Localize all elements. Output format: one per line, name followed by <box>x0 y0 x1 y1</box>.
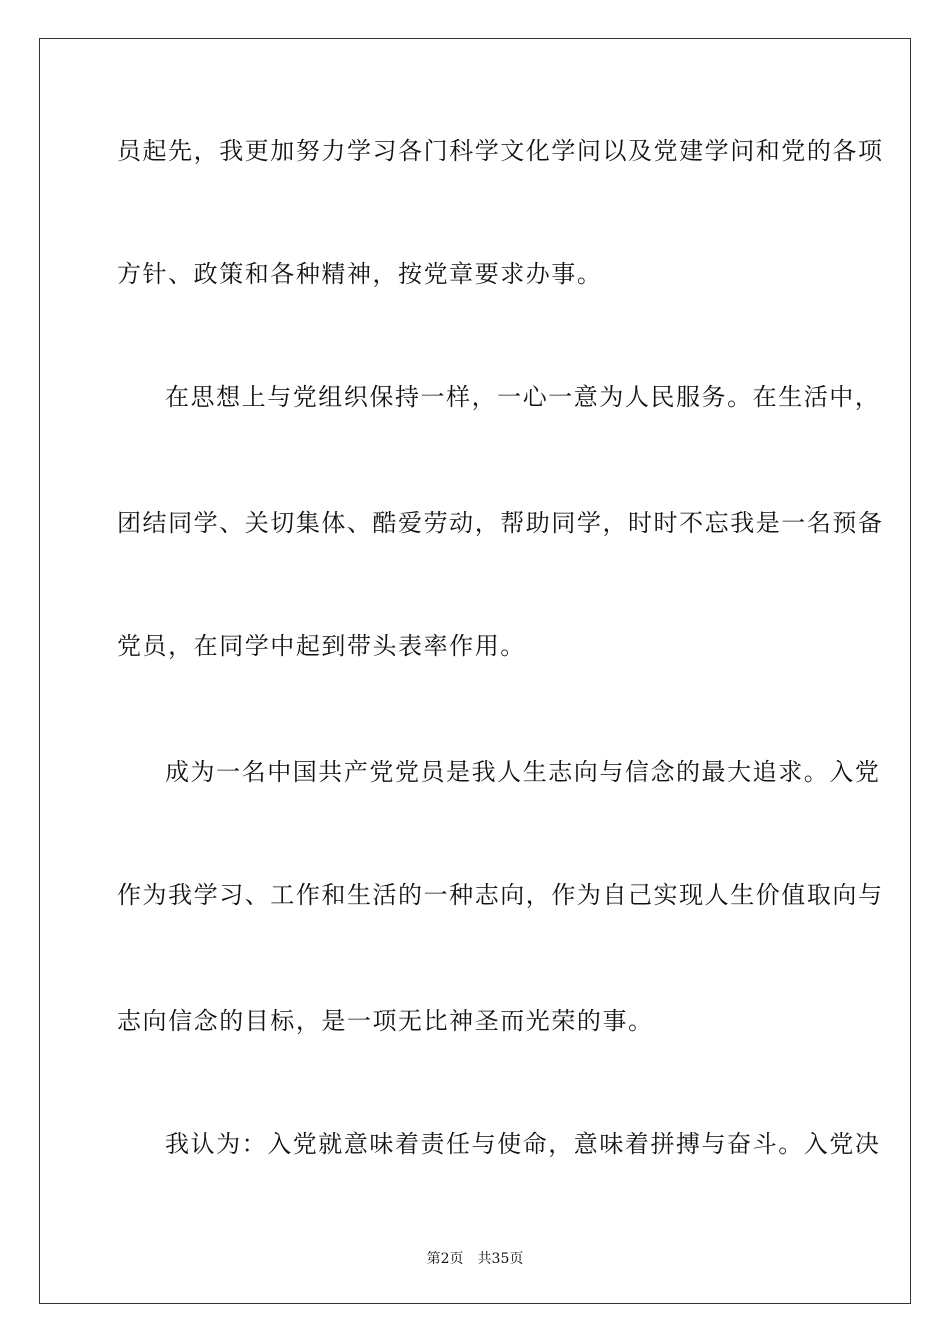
body-text-line: 志向信念的目标，是一项无比神圣而光荣的事。 <box>117 1007 654 1035</box>
body-text-line: 团结同学、关切集体、酷爱劳动，帮助同学，时时不忘我是一名预备 <box>117 509 884 537</box>
body-text-line: 方针、政策和各种精神，按党章要求办事。 <box>117 260 603 288</box>
page-footer <box>0 1248 950 1268</box>
body-text-line: 党员，在同学中起到带头表率作用。 <box>117 632 526 660</box>
paragraph-first-line: 成为一名中国共产党党员是我人生志向与信念的最大追求。入党 <box>165 758 881 786</box>
paragraph-first-line: 在思想上与党组织保持一样，一心一意为人民服务。在生活中， <box>165 383 881 411</box>
page-border <box>39 38 911 1304</box>
body-text-line: 员起先，我更加努力学习各门科学文化学问以及党建学问和党的各项 <box>117 137 884 165</box>
body-text-line: 作为我学习、工作和生活的一种志向，作为自己实现人生价值取向与 <box>117 881 884 909</box>
paragraph-first-line: 我认为：入党就意味着责任与使命，意味着拼搏与奋斗。入党决 <box>165 1130 881 1158</box>
page-number: 第2页 <box>426 1251 464 1267</box>
page-total: 共35页 <box>477 1251 524 1267</box>
